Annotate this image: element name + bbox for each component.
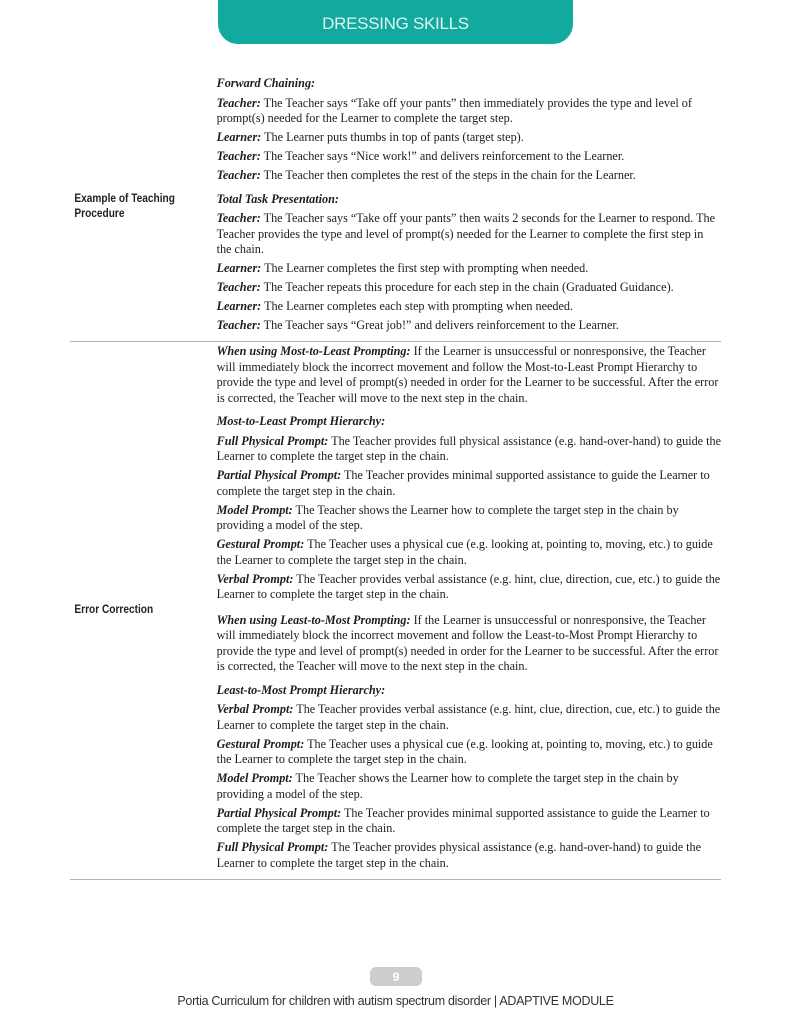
procedure-step bbox=[217, 840, 721, 871]
step-text: The Teacher says “Take off your pants” then immediately provides the type and level of prompt(s) needed for the Learner to complete the target step. bbox=[216, 95, 692, 125]
step-label: Full Physical Prompt: bbox=[216, 840, 329, 854]
subheading: Total Task Presentation: bbox=[216, 191, 339, 206]
procedure-step bbox=[217, 468, 721, 499]
procedure-step bbox=[217, 318, 721, 334]
table-row-error-correction bbox=[70, 342, 721, 880]
step-text: If the Learner is unsuccessful or nonresponsive, the Teacher will immediately block the incorrect movement and follow the Most-to-Least Prompt Hierarchy to provide the type and level of prompt(s) needed in order for the Learner to be successful. After the error is corrected, the Teacher will move to the next step in the chain. bbox=[216, 344, 719, 405]
step-text: The Learner puts thumbs in top of pants (target step). bbox=[261, 130, 524, 144]
procedure-step bbox=[217, 211, 721, 258]
step-label: Verbal Prompt: bbox=[216, 702, 294, 716]
procedure-step bbox=[217, 261, 721, 277]
procedure-step bbox=[217, 344, 721, 406]
step-label: Teacher: bbox=[216, 280, 261, 294]
step-label: Partial Physical Prompt: bbox=[216, 468, 342, 482]
step-label: Teacher: bbox=[216, 149, 261, 163]
step-text: The Teacher uses a physical cue (e.g. looking at, pointing to, moving, etc.) to guide the Learner to complete the target step in the chain. bbox=[216, 537, 713, 567]
procedure-step bbox=[217, 806, 721, 837]
step-text: The Teacher provides verbal assistance (e.g. hint, clue, direction, cue, etc.) to guide the Learner to complete the target step in the chain. bbox=[216, 702, 721, 732]
step-text: The Teacher then completes the rest of the steps in the chain for the Learner. bbox=[260, 168, 636, 182]
step-label: When using Least-to-Most Prompting: bbox=[216, 612, 411, 627]
procedure-step bbox=[217, 299, 721, 315]
step-label: Learner: bbox=[216, 130, 262, 144]
subheading: Most-to-Least Prompt Hierarchy: bbox=[216, 414, 386, 428]
step-label: Full Physical Prompt: bbox=[216, 433, 329, 448]
step-text: The Teacher shows the Learner how to complete the target step in the chain by providing a model of the step. bbox=[216, 502, 679, 532]
subheading: Least-to-Most Prompt Hierarchy: bbox=[216, 682, 386, 697]
step-text: The Teacher provides physical assistance (e.g. hand-over-hand) to guide the Learner to complete the target step in the chain. bbox=[216, 840, 702, 870]
procedure-step bbox=[217, 737, 721, 768]
step-text: The Teacher shows the Learner how to complete the target step in the chain by providing a model of the step. bbox=[216, 771, 679, 801]
step-text: The Teacher provides minimal supported assistance to guide the Learner to complete the target step in the chain. bbox=[216, 805, 710, 835]
step-label: Teacher: bbox=[216, 168, 261, 182]
step-label: Teacher: bbox=[216, 95, 261, 110]
procedure-step bbox=[217, 434, 721, 465]
procedure-step bbox=[217, 702, 721, 733]
procedure-step bbox=[217, 771, 721, 802]
step-label: Teacher: bbox=[216, 211, 261, 225]
row-content bbox=[217, 342, 721, 879]
step-label: Teacher: bbox=[216, 318, 261, 332]
row-label: Example of Teaching Procedure bbox=[74, 192, 175, 220]
step-text: The Teacher uses a physical cue (e.g. looking at, pointing to, moving, etc.) to guide the Learner to complete the target step in the chain. bbox=[216, 736, 713, 766]
procedure-step bbox=[217, 572, 721, 603]
procedure-table bbox=[70, 70, 721, 880]
procedure-step bbox=[217, 503, 721, 534]
step-text: The Teacher provides minimal supported assistance to guide the Learner to complete the target step in the chain. bbox=[216, 468, 710, 498]
procedure-step bbox=[217, 149, 721, 165]
step-text: The Learner completes the first step with prompting when needed. bbox=[261, 261, 589, 275]
step-text: If the Learner is unsuccessful or nonresponsive, the Teacher will immediately block the incorrect movement and follow the Least-to-Most Prompt Hierarchy to provide the type and level of prompt(s) needed in order for the Learner to be successful. After the error is corrected, the Teacher will move to the next step in the chain. bbox=[216, 612, 719, 673]
step-label: Gestural Prompt: bbox=[216, 537, 305, 551]
procedure-step bbox=[217, 168, 721, 184]
step-label: Learner: bbox=[216, 261, 262, 275]
section-title: DRESSING SKILLS bbox=[322, 14, 469, 33]
step-text: The Teacher provides full physical assistance (e.g. hand-over-hand) to guide the Learner to complete the target step in the chain. bbox=[216, 433, 722, 463]
step-label: Verbal Prompt: bbox=[216, 571, 294, 586]
step-label: When using Most-to-Least Prompting: bbox=[216, 344, 411, 358]
subheading: Forward Chaining: bbox=[216, 76, 316, 90]
step-label: Model Prompt: bbox=[216, 502, 293, 517]
section-header-tab bbox=[218, 0, 573, 44]
procedure-step bbox=[217, 537, 721, 568]
step-label: Learner: bbox=[216, 299, 262, 313]
step-label: Model Prompt: bbox=[216, 771, 293, 785]
row-label: Error Correction bbox=[74, 603, 154, 616]
step-text: The Learner completes each step with prompting when needed. bbox=[261, 299, 574, 313]
page-number-badge: 9 bbox=[370, 967, 422, 986]
page-footer: Portia Curriculum for children with autism spectrum disorder | ADAPTIVE MODULE bbox=[177, 994, 614, 1008]
step-text: The Teacher says “Nice work!” and delivers reinforcement to the Learner. bbox=[260, 149, 625, 163]
table-row-teaching-procedure bbox=[70, 70, 721, 342]
step-label: Gestural Prompt: bbox=[216, 736, 305, 751]
procedure-step bbox=[217, 280, 721, 296]
row-content bbox=[217, 72, 721, 341]
step-text: The Teacher provides verbal assistance (e.g. hint, clue, direction, cue, etc.) to guide the Learner to complete the target step in the chain. bbox=[216, 571, 721, 601]
step-text: The Teacher says “Take off your pants” then waits 2 seconds for the Learner to respond. The Teacher provides the type and level of prompt(s) needed for the Learner to complete the first step in the chain. bbox=[216, 211, 716, 256]
procedure-step bbox=[217, 96, 721, 127]
step-text: The Teacher repeats this procedure for each step in the chain (Graduated Guidance). bbox=[260, 280, 674, 294]
step-text: The Teacher says “Great job!” and delivers reinforcement to the Learner. bbox=[260, 318, 619, 332]
step-label: Partial Physical Prompt: bbox=[216, 805, 342, 820]
procedure-step bbox=[217, 130, 721, 146]
procedure-step bbox=[217, 613, 721, 675]
